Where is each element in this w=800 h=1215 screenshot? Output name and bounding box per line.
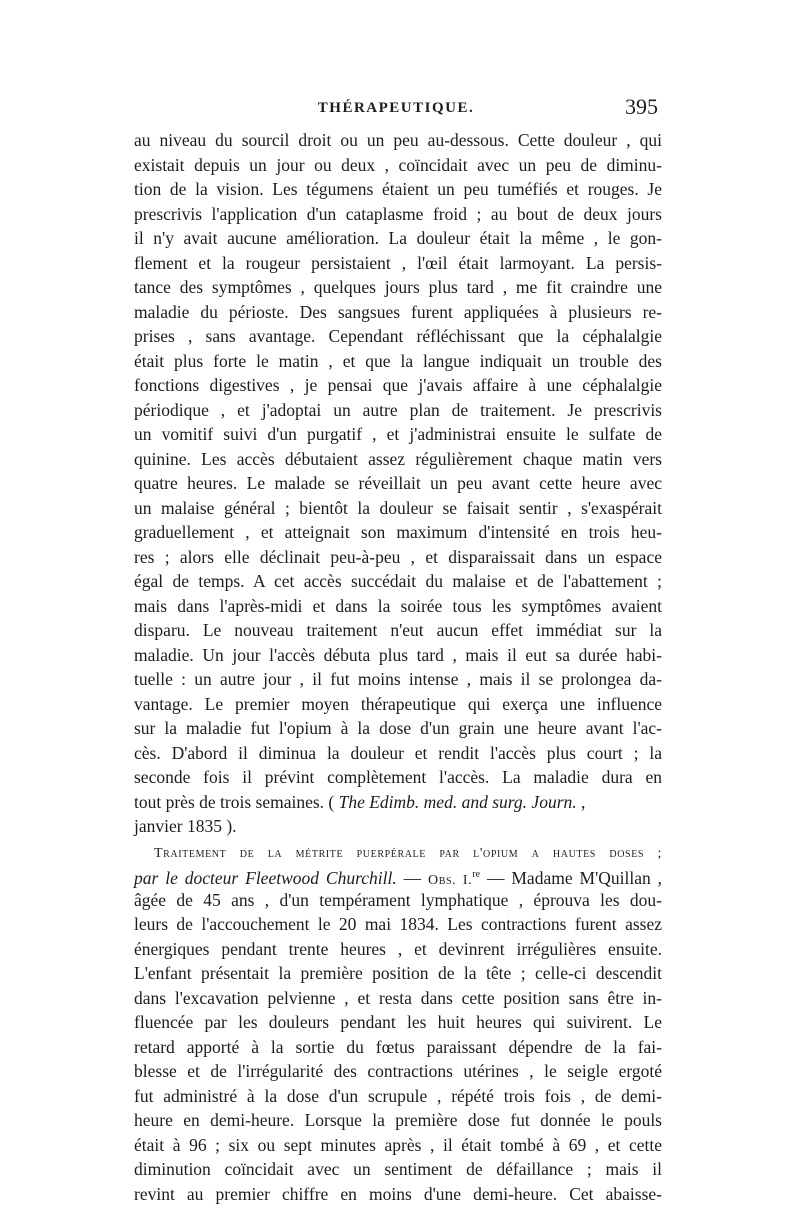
text-line: fonctions digestives , je pensai que j'avais affaire à une céphalalgie <box>134 375 662 395</box>
text-line: âgée de 45 ans , d'un tempérament lymphatique , éprouva les dou- <box>134 889 662 910</box>
text-line: prises , sans avantage. Cependant réfléchissant que la céphalalgie <box>134 326 662 346</box>
text-line: res ; alors elle déclinait peu-à-peu , et disparaissait dans un espace <box>134 546 662 567</box>
text-line: égal de temps. A cet accès succédait du malaise et de l'abattement ; <box>134 571 662 591</box>
obs-label: Obs. I. <box>428 872 473 888</box>
by-prefix: par le docteur <box>134 867 246 888</box>
text-line: tion de la vision. Les tégumens étaient un peu tuméfiés et rouges. Je <box>134 179 662 199</box>
body-text <box>134 128 662 1206</box>
text-line: diminution coïncidait avec un sentiment de défaillance ; mais il <box>134 1159 662 1179</box>
running-title: THÉRAPEUTIQUE. <box>317 100 475 116</box>
obs-rest: — Madame M'Quillan , <box>480 867 662 888</box>
text-line: fut administré à la dose d'un scrupule , répété trois fois , de demi- <box>134 1085 662 1106</box>
text-line: retard apporté à la sortie du fœtus paraissant dépendre de la fai- <box>134 1036 662 1057</box>
text-line: sur la maladie fut l'opium à la dose d'un grain une heure avant l'ac- <box>134 718 662 738</box>
text-line <box>134 790 662 815</box>
text-line: il n'y avait aucune amélioration. La douleur était la même , le gon- <box>134 228 662 248</box>
text-line: heure en demi-heure. Lorsque la première dose fut donnée le pouls <box>134 1110 662 1130</box>
text-line: maladie du périoste. Des sangsues furent appliquées à plusieurs re- <box>134 301 662 322</box>
text-line: maladie. Un jour l'accès débuta plus tard , mais il eut sa durée habi- <box>134 644 662 665</box>
text-line: mais dans l'après-midi et dans la soirée tous les symptômes avaient <box>134 595 662 616</box>
text-line: énergiques pendant trente heures , et devinrent irrégulières ensuite. <box>134 938 662 959</box>
text-line: un malaise général ; bientôt la douleur se faisait sentir , s'exaspérait <box>134 497 662 518</box>
text-line-content: tout près de trois semaines. ( <box>134 791 339 812</box>
text-line: seconde fois il prévint complètement l'accès. La maladie dura en <box>134 767 662 787</box>
text-line: flement et la rougeur persistaient , l'œil était larmoyant. La persis- <box>134 252 662 273</box>
paragraph-1 <box>134 128 662 814</box>
citation-date-line <box>134 814 662 839</box>
page-header <box>134 82 658 122</box>
text-line: graduellement , et atteignait son maximum d'intensité en trois heu- <box>134 522 662 542</box>
author-line <box>134 863 662 888</box>
text-line: L'enfant présentait la première position de la tête ; celle-ci descendit <box>134 963 662 983</box>
section-heading: Traitement de la métrite puerpérale par l'opium a hautes doses ; <box>154 845 662 861</box>
text-line: quinine. Les accès débutaient assez régulièrement chaque matin vers <box>134 448 662 469</box>
obs-dash: — <box>396 867 429 888</box>
text-line: quatre heures. Le malade se réveillait un peu avant cette heure avec <box>134 473 662 493</box>
journal-title: The Edimb. med. and surg. Journ. <box>338 791 577 812</box>
text-line: existait depuis un jour ou deux , coïncidait avec un peu de diminu- <box>134 154 662 175</box>
page-number: 395 <box>625 94 658 119</box>
text-line: leurs de l'accouchement le 20 mai 1834. Les contractions furent assez <box>134 914 662 934</box>
text-line: prescrivis l'application d'un cataplasme froid ; au bout de deux jours <box>134 203 662 224</box>
text-line: revint au premier chiffre en moins d'une demi-heure. Cet abaisse- <box>134 1183 662 1204</box>
text-line: un vomitif suivi d'un purgatif , et j'administrai ensuite le sulfate de <box>134 424 662 444</box>
citation-date: janvier 1835 ). <box>134 816 237 836</box>
text-line: tance des symptômes , quelques jours plus tard , me fit craindre une <box>134 277 662 297</box>
text-line: périodique , et j'adoptai un autre plan de traitement. Je prescrivis <box>134 399 662 420</box>
text-line: disparu. Le nouveau traitement n'eut aucun effet immédiat sur la <box>134 620 662 640</box>
text-line: cès. D'abord il diminua la douleur et rendit l'accès plus court ; la <box>134 742 662 763</box>
text-line: fluencée par les douleurs pendant les huit heures qui suivirent. Le <box>134 1012 662 1032</box>
section-heading-line <box>134 839 662 864</box>
author-name: Fleetwood Churchill. <box>245 867 397 888</box>
text-line: blesse et de l'irrégularité des contractions utérines , le seigle ergoté <box>134 1061 662 1081</box>
text-line: au niveau du sourcil droit ou un peu au-dessous. Cette douleur , qui <box>134 130 662 150</box>
text-line: tuelle : un autre jour , il fut moins intense , mais il se prolongea da- <box>134 669 662 689</box>
text-line: était à 96 ; six ou sept minutes après , il était tombé à 69 , et cette <box>134 1134 662 1155</box>
obs-sup: re <box>472 869 481 880</box>
text-line: était plus forte le matin , et que la langue indiquait un trouble des <box>134 350 662 371</box>
text-line: vantage. Le premier moyen thérapeutique qui exerça une influence <box>134 693 662 714</box>
text-line: dans l'excavation pelvienne , et resta dans cette position sans être in- <box>134 987 662 1008</box>
citation-after: , <box>576 791 586 812</box>
paragraph-2 <box>134 888 662 1207</box>
